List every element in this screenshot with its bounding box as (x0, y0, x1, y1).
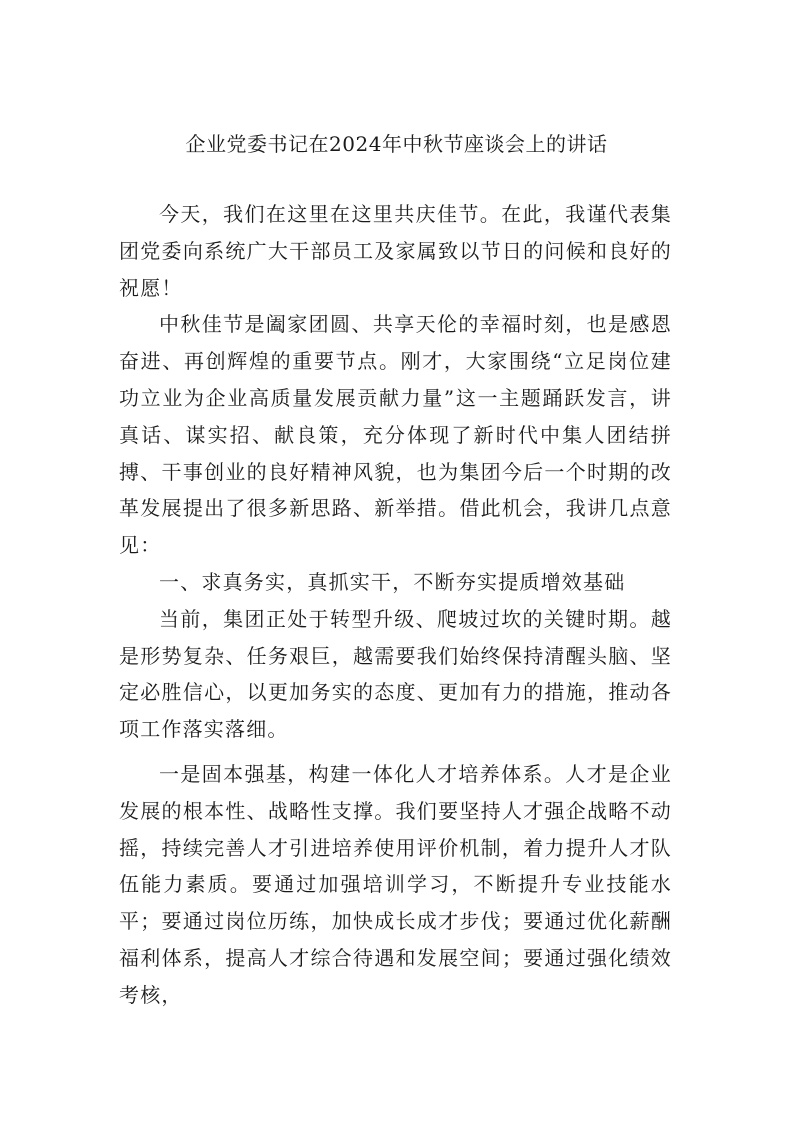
document-title: 企业党委书记在2024年中秋节座谈会上的讲话 (185, 132, 608, 156)
section-heading-1: 一、求真务实，真抓实干，不断夯实提质增效基础 (159, 569, 626, 594)
paragraph-greeting: 今天，我们在这里在这里共庆佳节。在此，我谨代表集团党委向系统广大干部员工及家属致以节日的问候和良好的祝愿！ (119, 202, 672, 300)
paragraph-talent-system: 一是固本强基，构建一体化人才培养体系。人才是企业发展的根本性、战略性支撑。我们要坚持人才强企战略不动摇，持续完善人才引进培养使用评价机制，着力提升人才队伍能力素质。要通过加强培训学习，不断提升专业技能水平；要通过岗位历练，加快成长成才步伐；要通过优化薪酬福利体系，提高人才综合待遇和发展空间；要通过强化绩效考核， (119, 761, 672, 1007)
document-body (119, 196, 672, 1014)
paragraph-current-situation: 当前，集团正处于转型升级、爬坡过坎的关键时期。越是形势复杂、任务艰巨，越需要我们始终保持清醒头脑、坚定必胜信心，以更加务实的态度、更加有力的措施，推动各项工作落实落细。 (119, 606, 672, 742)
paragraph-introduction: 中秋佳节是阖家团圆、共享天伦的幸福时刻，也是感恩奋进、再创辉煌的重要节点。刚才，大家围绕“立足岗位建功立业为企业高质量发展贡献力量”这一主题踊跃发言，讲真话、谋实招、献良策，充分体现了新时代中集人团结拼搏、干事创业的良好精神风貌，也为集团今后一个时期的改革发展提出了很多新思路、新举措。借此机会，我讲几点意见： (119, 312, 672, 558)
